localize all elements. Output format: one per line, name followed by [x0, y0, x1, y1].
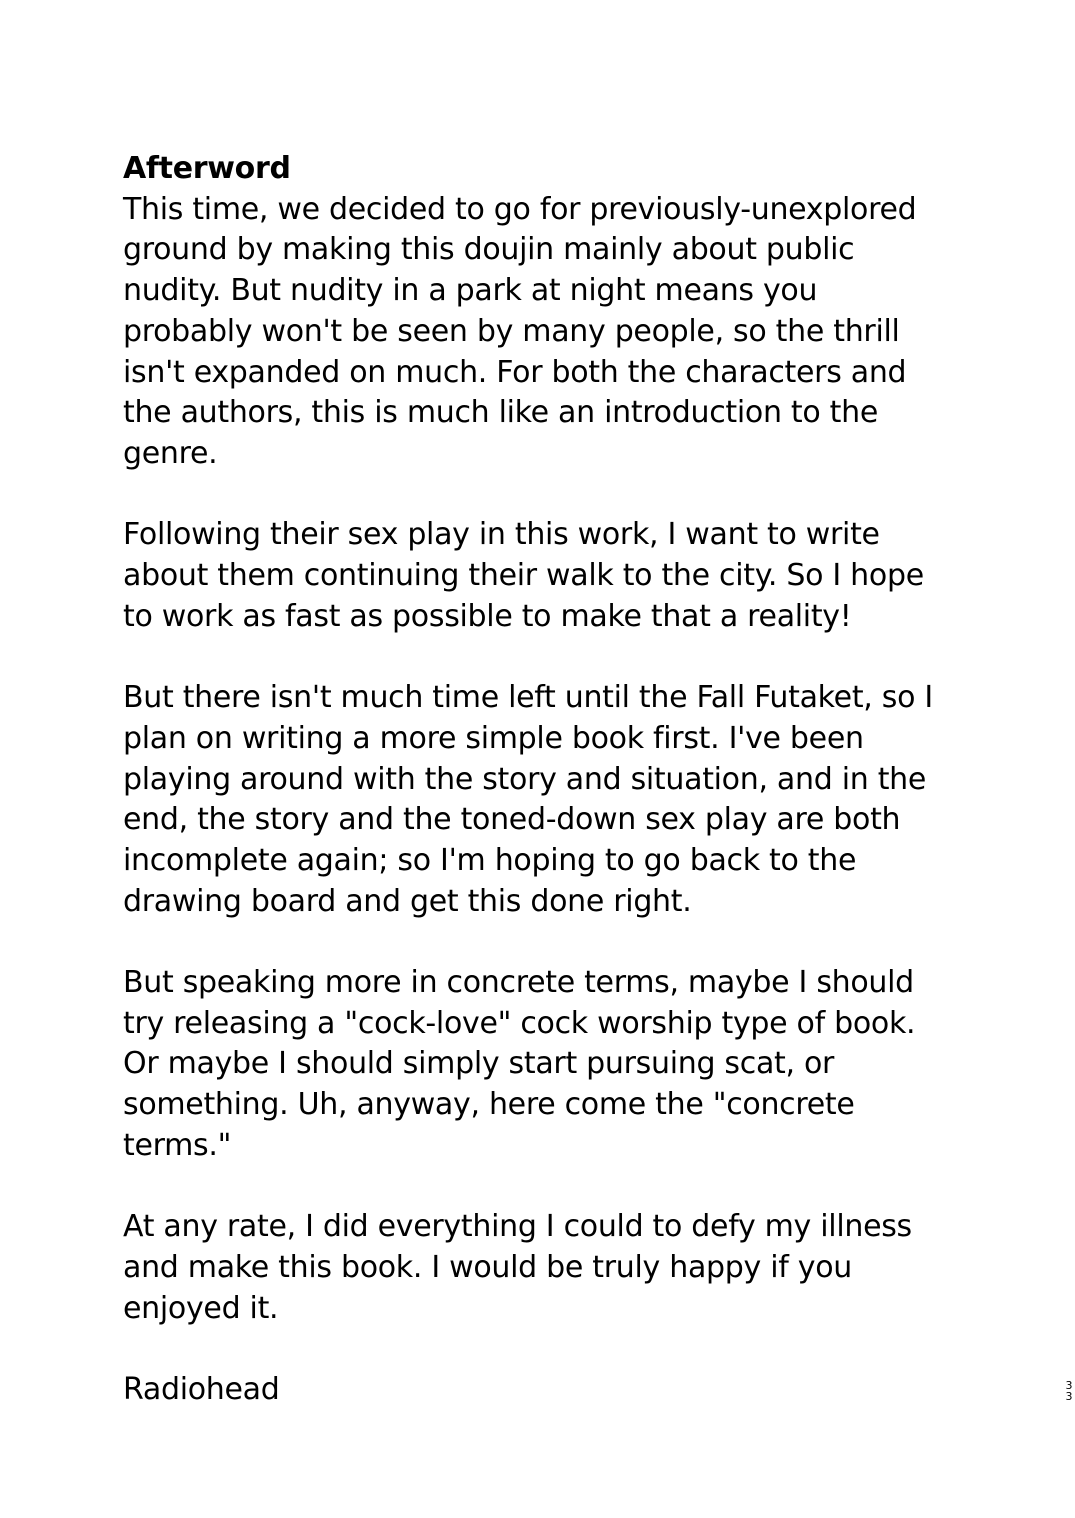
paragraph-line: plan on writing a more simple book first. I've been — [123, 720, 864, 756]
paragraph-line: terms." — [123, 1127, 232, 1163]
paragraph-line: playing around with the story and situation, and in the — [123, 761, 927, 797]
paragraph-1 — [123, 190, 963, 475]
paragraph-line: This time, we decided to go for previously-unexplored — [123, 191, 917, 227]
paragraph-line: the authors, this is much like an introduction to the — [123, 395, 878, 431]
paragraph-line: genre. — [123, 435, 218, 471]
paragraph-line: to work as fast as possible to make that a reality! — [123, 598, 852, 634]
paragraph-line: about them continuing their walk to the city. So I hope — [123, 558, 924, 594]
paragraph-line: probably won't be seen by many people, so the thrill — [123, 313, 900, 349]
paragraph-3 — [123, 678, 963, 922]
paragraph-line: try releasing a "cock-love" cock worship type of book. — [123, 1005, 916, 1041]
author-signature: Radiohead — [123, 1372, 280, 1408]
paragraph-line: drawing board and get this done right. — [123, 883, 692, 919]
paragraph-line: incomplete again; so I'm hoping to go back to the — [123, 842, 857, 878]
paragraph-line: nudity. But nudity in a park at night means you — [123, 273, 818, 309]
page-number-digit: 3 — [1065, 1390, 1073, 1403]
page-number-digit: 3 — [1065, 1379, 1073, 1392]
paragraph-line: something. Uh, anyway, here come the "concrete — [123, 1087, 855, 1123]
page-number — [1064, 1380, 1074, 1402]
paragraph-line: end, the story and the toned-down sex play are both — [123, 802, 901, 838]
paragraph-line: But speaking more in concrete terms, maybe I should — [123, 965, 914, 1001]
paragraph-line: isn't expanded on much. For both the characters and — [123, 354, 907, 390]
paragraph-line: ground by making this doujin mainly about public — [123, 232, 855, 268]
afterword-heading: Afterword — [123, 151, 291, 186]
paragraph-line: Following their sex play in this work, I want to write — [123, 517, 880, 553]
paragraph-line: and make this book. I would be truly happy if you — [123, 1249, 852, 1285]
paragraph-line: Or maybe I should simply start pursuing scat, or — [123, 1046, 835, 1082]
paragraph-line: But there isn't much time left until the Fall Futaket, so I — [123, 680, 933, 716]
paragraph-4 — [123, 963, 963, 1167]
paragraph-line: enjoyed it. — [123, 1290, 279, 1326]
afterword-body — [123, 149, 963, 1411]
paragraph-line: At any rate, I did everything I could to defy my illness — [123, 1209, 912, 1245]
paragraph-2 — [123, 515, 963, 637]
paragraph-5 — [123, 1207, 963, 1329]
